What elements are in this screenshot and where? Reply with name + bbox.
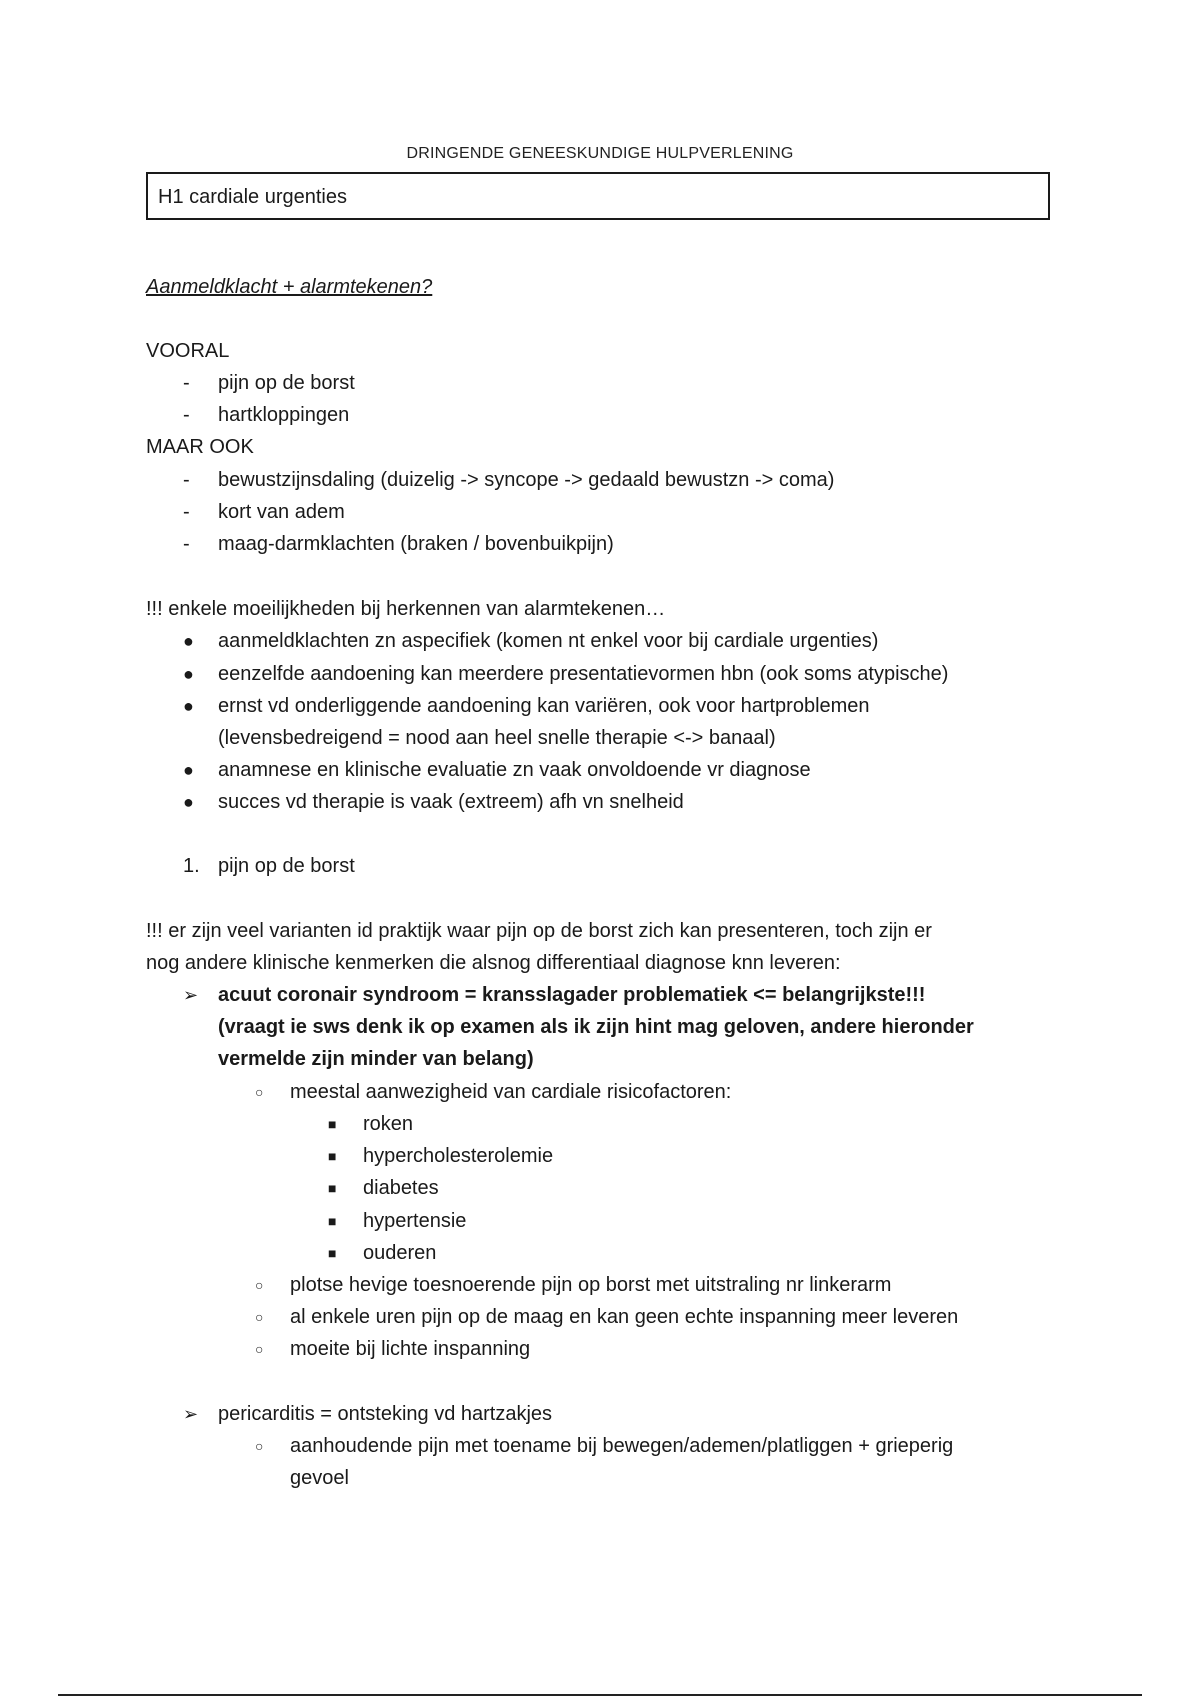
risk-factor: hypercholesterolemie <box>363 1145 554 1167</box>
dash-bullet: - <box>183 469 190 491</box>
circle-bullet: ○ <box>255 1438 264 1454</box>
risk-factor: hypertensie <box>363 1210 467 1232</box>
risk-factor: roken <box>363 1113 414 1135</box>
circle-bullet: ○ <box>255 1084 264 1100</box>
pericarditis-detail: aanhoudende pijn met toename bij bewegen/ademen/platliggen + grieperig <box>290 1435 954 1457</box>
pericarditis-title: pericarditis = ontsteking vd hartzakjes <box>218 1403 553 1425</box>
arrow-bullet: ➢ <box>183 1404 199 1424</box>
acs-title-line: (vraagt ie sws denk ik op examen als ik zijn hint mag geloven, andere hieronder <box>218 1016 974 1038</box>
risk-factor: diabetes <box>363 1177 439 1199</box>
maar-ook-item: bewustzijnsdaling (duizelig -> syncope -> gedaald bewustzn -> coma) <box>218 469 835 491</box>
dash-bullet: - <box>183 501 190 523</box>
square-bullet: ■ <box>328 1213 337 1229</box>
difficulty-item: eenzelfde aandoening kan meerdere presentatievormen hbn (ook soms atypische) <box>218 663 949 685</box>
pericarditis-detail: gevoel <box>290 1467 349 1489</box>
square-bullet: ■ <box>328 1116 337 1132</box>
acs-title-line: acuut coronair syndroom = kransslagader problematiek <= belangrijkste!!! <box>218 984 926 1006</box>
dash-bullet: - <box>183 533 190 555</box>
vooral-item: pijn op de borst <box>218 372 355 394</box>
difficulty-item-continuation: (levensbedreigend = nood aan heel snelle therapie <-> banaal) <box>218 727 776 749</box>
maar-ook-item: maag-darmklachten (braken / bovenbuikpijn) <box>218 533 614 555</box>
dot-bullet: ● <box>183 631 194 651</box>
acs-symptom: moeite bij lichte inspanning <box>290 1338 531 1360</box>
page-header: DRINGENDE GENEESKUNDIGE HULPVERLENING <box>406 145 794 162</box>
section-heading: Aanmeldklacht + alarmtekenen? <box>146 276 433 298</box>
difficulty-item: aanmeldklachten zn aspecifiek (komen nt enkel voor bij cardiale urgenties) <box>218 630 879 652</box>
risk-intro: meestal aanwezigheid van cardiale risicofactoren: <box>290 1081 732 1103</box>
difficulty-item: anamnese en klinische evaluatie zn vaak onvoldoende vr diagnose <box>218 759 811 781</box>
acs-symptom: al enkele uren pijn op de maag en kan geen echte inspanning meer leveren <box>290 1306 959 1328</box>
dash-bullet: - <box>183 372 190 394</box>
bottom-divider <box>58 1694 1142 1696</box>
difficulty-item: succes vd therapie is vaak (extreem) afh vn snelheid <box>218 791 684 813</box>
list-number: 1. <box>183 855 200 877</box>
square-bullet: ■ <box>328 1180 337 1196</box>
circle-bullet: ○ <box>255 1309 264 1325</box>
dot-bullet: ● <box>183 664 194 684</box>
variants-paragraph-line: !!! er zijn veel varianten id praktijk waar pijn op de borst zich kan presenteren, toch zijn er <box>146 920 932 942</box>
risk-factor: ouderen <box>363 1242 437 1264</box>
dash-bullet: - <box>183 404 190 426</box>
maar-ook-label: MAAR OOK <box>146 436 254 458</box>
dot-bullet: ● <box>183 792 194 812</box>
dot-bullet: ● <box>183 760 194 780</box>
acs-title-line: vermelde zijn minder van belang) <box>218 1048 534 1070</box>
chapter-title: H1 cardiale urgenties <box>158 186 347 208</box>
maar-ook-item: kort van adem <box>218 501 345 523</box>
square-bullet: ■ <box>328 1245 337 1261</box>
variants-paragraph-line: nog andere klinische kenmerken die alsnog differentiaal diagnose knn leveren: <box>146 952 841 974</box>
circle-bullet: ○ <box>255 1341 264 1357</box>
vooral-label: VOORAL <box>146 340 230 362</box>
circle-bullet: ○ <box>255 1277 264 1293</box>
difficulty-item: ernst vd onderliggende aandoening kan variëren, ook voor hartproblemen <box>218 695 870 717</box>
vooral-item: hartkloppingen <box>218 404 350 426</box>
numbered-item-label: pijn op de borst <box>218 855 355 877</box>
chapter-title-box <box>146 172 1050 220</box>
difficulties-intro: !!! enkele moeilijkheden bij herkennen van alarmtekenen… <box>146 598 666 620</box>
dot-bullet: ● <box>183 696 194 716</box>
arrow-bullet: ➢ <box>183 985 199 1005</box>
square-bullet: ■ <box>328 1148 337 1164</box>
acs-symptom: plotse hevige toesnoerende pijn op borst met uitstraling nr linkerarm <box>290 1274 892 1296</box>
